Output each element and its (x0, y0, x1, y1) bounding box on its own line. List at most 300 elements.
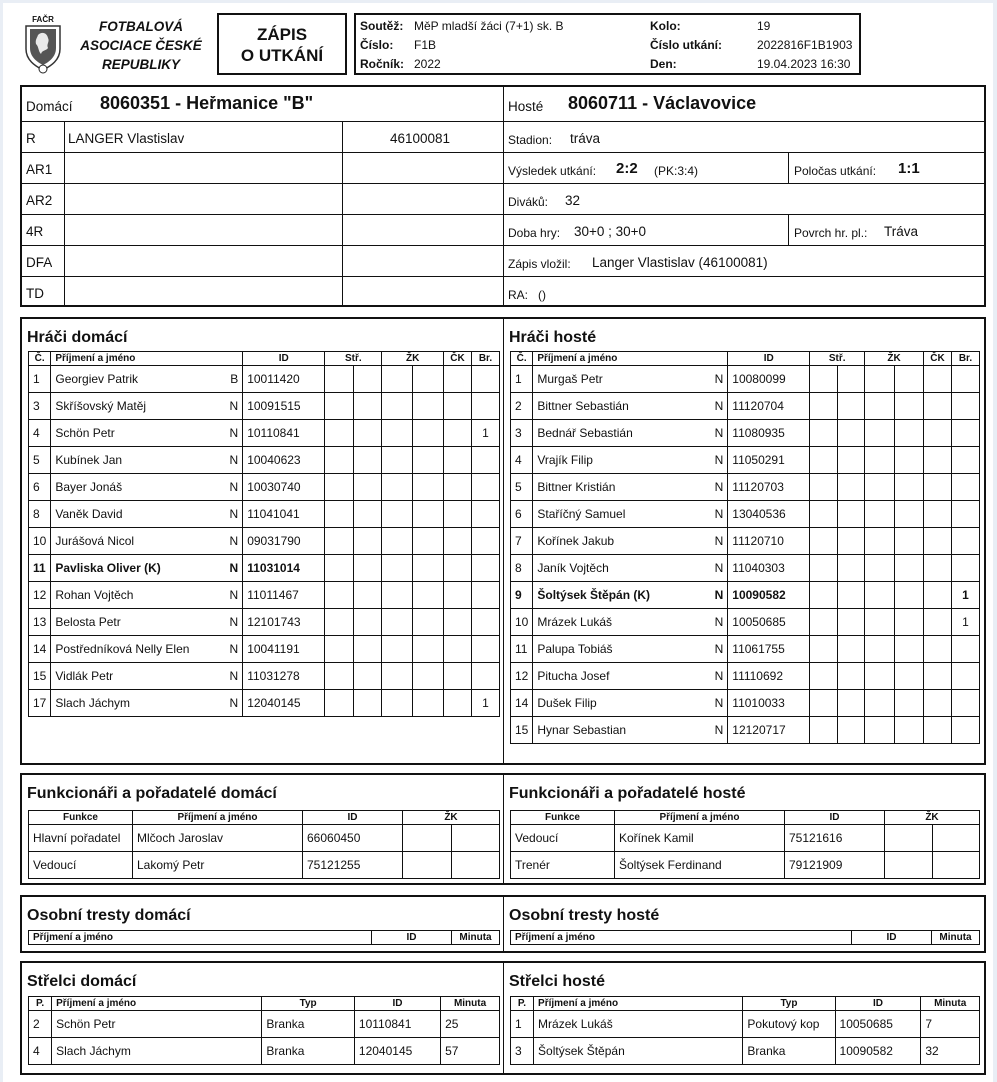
table-row (511, 528, 980, 555)
empty-cell (353, 555, 382, 582)
scorer-period: 3 (511, 1038, 534, 1065)
function-role: Vedoucí (29, 852, 133, 879)
empty-cell (894, 528, 924, 555)
empty-cell (451, 852, 500, 879)
scorers-away-title: Střelci hosté (509, 973, 606, 990)
player-code: N (226, 609, 243, 636)
table-row (511, 474, 980, 501)
player-id: 12101743 (243, 609, 325, 636)
player-id: 11120703 (728, 474, 810, 501)
empty-cell (353, 528, 382, 555)
player-name: Bayer Jonáš (51, 474, 226, 501)
official-role: 4R (26, 224, 44, 239)
scorer-period: 2 (29, 1011, 52, 1038)
title-line-2: O UTKÁNÍ (240, 46, 324, 65)
col-header-yellow-card: ŽK (403, 811, 500, 825)
result-label: Výsledek utkání: (508, 164, 597, 178)
table-row (29, 1038, 500, 1065)
player-code: N (711, 501, 728, 528)
table-row (29, 825, 500, 852)
title-line-1: ZÁPIS (256, 25, 308, 44)
empty-cell (382, 393, 413, 420)
player-code: N (226, 447, 243, 474)
empty-cell (924, 555, 952, 582)
halftime-label: Poločas utkání: (794, 164, 877, 178)
table-row (29, 852, 500, 879)
table-row (511, 501, 980, 528)
empty-cell (413, 474, 444, 501)
player-id: 11031014 (243, 555, 325, 582)
empty-cell (444, 690, 472, 717)
scorer-id: 12040145 (354, 1038, 440, 1065)
facr-logo (21, 13, 65, 75)
empty-cell (837, 528, 864, 555)
scorer-type: Branka (743, 1038, 835, 1065)
empty-cell (382, 663, 413, 690)
empty-cell (865, 366, 894, 393)
player-id: 10040623 (243, 447, 325, 474)
empty-cell (444, 609, 472, 636)
player-number: 1 (29, 366, 51, 393)
empty-cell (837, 555, 864, 582)
scorers-home-title: Střelci domácí (27, 973, 137, 990)
player-id: 10041191 (243, 636, 325, 663)
player-number: 5 (511, 474, 533, 501)
empty-cell (444, 393, 472, 420)
empty-cell (413, 501, 444, 528)
scorer-period: 4 (29, 1038, 52, 1065)
player-name: Kořínek Jakub (533, 528, 711, 555)
scorer-id: 10050685 (835, 1011, 921, 1038)
player-id: 11031278 (243, 663, 325, 690)
player-name: Šoltýsek Štěpán (K) (533, 582, 711, 609)
penalties-home-title: Osobní tresty domácí (27, 907, 191, 924)
col-header-function: Funkce (511, 811, 615, 825)
player-number: 7 (511, 528, 533, 555)
table-row (29, 447, 500, 474)
player-number: 11 (511, 636, 533, 663)
empty-cell (353, 690, 382, 717)
empty-cell (932, 852, 980, 879)
penalties-section (20, 895, 986, 953)
table-row (29, 366, 500, 393)
empty-cell (924, 447, 952, 474)
empty-cell (353, 447, 382, 474)
association-line-1: FOTBALOVÁ (99, 19, 183, 34)
empty-cell (924, 393, 952, 420)
empty-cell (894, 663, 924, 690)
player-name: Pitucha Josef (533, 663, 711, 690)
player-name: Murgaš Petr (533, 366, 711, 393)
empty-cell (837, 393, 864, 420)
player-goals (952, 717, 980, 744)
empty-cell (403, 852, 452, 879)
scorers-section (20, 961, 986, 1075)
player-goals (952, 555, 980, 582)
empty-cell (924, 420, 952, 447)
col-header-type: Typ (262, 997, 355, 1011)
empty-cell (325, 501, 354, 528)
empty-cell (865, 474, 894, 501)
player-code: N (711, 420, 728, 447)
entered-by-label: Zápis vložil: (508, 257, 571, 271)
svg-text:FAČR: FAČR (32, 15, 54, 24)
scorer-name: Schön Petr (52, 1011, 262, 1038)
empty-cell (444, 555, 472, 582)
player-name: Bittner Sebastián (533, 393, 711, 420)
empty-cell (837, 420, 864, 447)
col-header-minute: Minuta (921, 997, 980, 1011)
empty-cell (810, 474, 837, 501)
player-name: Vaněk David (51, 501, 226, 528)
empty-cell (451, 825, 500, 852)
scorer-type: Pokutový kop (743, 1011, 835, 1038)
empty-cell (894, 501, 924, 528)
table-row (29, 636, 500, 663)
player-code: N (711, 528, 728, 555)
player-goals (952, 690, 980, 717)
player-code: N (226, 582, 243, 609)
away-team-label: Hosté (508, 99, 544, 114)
player-goals (472, 474, 500, 501)
match-meta-box (354, 13, 861, 75)
competition-label: Soutěž: (360, 19, 404, 33)
player-id: 13040536 (728, 501, 810, 528)
player-id: 10080099 (728, 366, 810, 393)
player-id: 11120710 (728, 528, 810, 555)
col-header-name: Příjmení a jméno (51, 352, 243, 366)
empty-cell (924, 636, 952, 663)
surface-label: Povrch hr. pl.: (794, 226, 868, 240)
empty-cell (894, 609, 924, 636)
penalty-shootout-value: (PK:3:4) (654, 164, 699, 178)
col-header-shots: Stř. (810, 352, 865, 366)
official-role: TD (26, 286, 44, 301)
col-header-id: ID (243, 352, 325, 366)
player-name: Postředníková Nelly Elen (51, 636, 226, 663)
empty-cell (865, 582, 894, 609)
player-number: 14 (29, 636, 51, 663)
col-header-id: ID (303, 811, 403, 825)
player-goals (952, 528, 980, 555)
player-code: N (711, 366, 728, 393)
empty-cell (924, 663, 952, 690)
player-number: 3 (29, 393, 51, 420)
empty-cell (885, 852, 933, 879)
penalties-home-table (28, 930, 500, 945)
empty-cell (413, 609, 444, 636)
table-row (29, 393, 500, 420)
table-row (29, 528, 500, 555)
function-name: Mlčoch Jaroslav (133, 825, 303, 852)
empty-cell (353, 501, 382, 528)
col-header-period: P. (511, 997, 534, 1011)
empty-cell (894, 393, 924, 420)
scorer-id: 10090582 (835, 1038, 921, 1065)
player-goals (952, 420, 980, 447)
players-home-table (28, 351, 500, 717)
col-header-red-card: ČK (444, 352, 472, 366)
player-number: 10 (511, 609, 533, 636)
empty-cell (924, 366, 952, 393)
functionaries-away-title: Funkcionáři a pořadatelé hosté (509, 785, 746, 802)
col-header-goals: Br. (472, 352, 500, 366)
scorer-type: Branka (262, 1011, 355, 1038)
player-number: 4 (29, 420, 51, 447)
table-row (511, 609, 980, 636)
empty-cell (885, 825, 933, 852)
player-goals (952, 447, 980, 474)
col-header-minute: Minuta (932, 931, 980, 945)
col-header-number: Č. (511, 352, 533, 366)
empty-cell (413, 582, 444, 609)
player-goals: 1 (952, 582, 980, 609)
empty-cell (325, 420, 354, 447)
player-code: N (711, 474, 728, 501)
empty-cell (865, 636, 894, 663)
table-row (511, 636, 980, 663)
empty-cell (325, 663, 354, 690)
empty-cell (810, 501, 837, 528)
empty-cell (382, 582, 413, 609)
table-row (511, 690, 980, 717)
empty-cell (382, 690, 413, 717)
empty-cell (413, 690, 444, 717)
match-number-value: 2022816F1B1903 (757, 38, 853, 52)
empty-cell (382, 528, 413, 555)
empty-cell (325, 474, 354, 501)
empty-cell (353, 636, 382, 663)
empty-cell (353, 393, 382, 420)
association-line-2: ASOCIACE ČESKÉ (80, 38, 202, 53)
empty-cell (837, 717, 864, 744)
empty-cell (810, 420, 837, 447)
empty-cell (837, 663, 864, 690)
player-goals (472, 582, 500, 609)
player-number: 2 (511, 393, 533, 420)
empty-cell (382, 609, 413, 636)
functionaries-home-table (28, 810, 500, 879)
function-id: 75121255 (303, 852, 403, 879)
player-number: 6 (29, 474, 51, 501)
player-id: 12120717 (728, 717, 810, 744)
empty-cell (810, 582, 837, 609)
player-name: Georgiev Patrik (51, 366, 226, 393)
table-row (29, 663, 500, 690)
empty-cell (894, 717, 924, 744)
empty-cell (894, 447, 924, 474)
empty-cell (894, 690, 924, 717)
player-name: Skříšovský Matěj (51, 393, 226, 420)
player-id: 11041041 (243, 501, 325, 528)
empty-cell (810, 609, 837, 636)
players-section (20, 317, 986, 765)
player-id: 10110841 (243, 420, 325, 447)
player-id: 10091515 (243, 393, 325, 420)
spectators-value: 32 (565, 193, 581, 208)
ra-label: RA: (508, 288, 529, 302)
player-code: N (711, 636, 728, 663)
empty-cell (382, 555, 413, 582)
match-number-label: Číslo utkání: (650, 38, 723, 52)
empty-cell (444, 447, 472, 474)
document-title (217, 13, 347, 75)
empty-cell (924, 717, 952, 744)
player-goals (952, 393, 980, 420)
empty-cell (325, 393, 354, 420)
association-line-3: REPUBLIKY (101, 57, 180, 72)
official-id: 46100081 (390, 131, 451, 146)
player-id: 12040145 (243, 690, 325, 717)
empty-cell (924, 501, 952, 528)
player-number: 9 (511, 582, 533, 609)
table-row (511, 582, 980, 609)
empty-cell (837, 447, 864, 474)
empty-cell (837, 690, 864, 717)
scorer-name: Slach Jáchym (52, 1038, 262, 1065)
player-name: Rohan Vojtěch (51, 582, 226, 609)
match-info-box (20, 85, 986, 307)
empty-cell (325, 528, 354, 555)
player-id: 11050291 (728, 447, 810, 474)
player-number: 17 (29, 690, 51, 717)
player-name: Vidlák Petr (51, 663, 226, 690)
empty-cell (382, 501, 413, 528)
player-number: 12 (511, 663, 533, 690)
player-id: 11040303 (728, 555, 810, 582)
player-name: Janík Vojtěch (533, 555, 711, 582)
table-row (29, 501, 500, 528)
empty-cell (382, 366, 413, 393)
functionaries-away-table (510, 810, 980, 879)
col-header-red-card: ČK (924, 352, 952, 366)
empty-cell (837, 609, 864, 636)
scorer-period: 1 (511, 1011, 534, 1038)
player-goals (472, 447, 500, 474)
empty-cell (382, 474, 413, 501)
scorer-minute: 7 (921, 1011, 980, 1038)
empty-cell (353, 582, 382, 609)
player-name: Bednář Sebastián (533, 420, 711, 447)
player-goals (472, 663, 500, 690)
col-header-name: Příjmení a jméno (133, 811, 303, 825)
home-team-name: 8060351 - Heřmanice "B" (100, 96, 314, 111)
function-role: Hlavní pořadatel (29, 825, 133, 852)
empty-cell (413, 393, 444, 420)
player-id: 09031790 (243, 528, 325, 555)
player-number: 14 (511, 690, 533, 717)
play-time-label: Doba hry: (508, 226, 561, 240)
player-code: N (711, 609, 728, 636)
empty-cell (810, 366, 837, 393)
table-row (511, 447, 980, 474)
player-code: N (226, 420, 243, 447)
player-goals (472, 555, 500, 582)
empty-cell (325, 447, 354, 474)
empty-cell (865, 555, 894, 582)
player-code: N (711, 555, 728, 582)
round-value: 19 (757, 19, 771, 33)
player-id: 11080935 (728, 420, 810, 447)
col-header-name: Příjmení a jméno (52, 997, 262, 1011)
spectators-label: Diváků: (508, 195, 549, 209)
empty-cell (810, 555, 837, 582)
official-role: AR1 (26, 162, 53, 177)
official-role: AR2 (26, 193, 53, 208)
col-header-id: ID (835, 997, 921, 1011)
player-code: N (711, 690, 728, 717)
player-name: Slach Jáchym (51, 690, 226, 717)
empty-cell (325, 690, 354, 717)
empty-cell (444, 474, 472, 501)
player-number: 4 (511, 447, 533, 474)
scorer-id: 10110841 (354, 1011, 440, 1038)
player-number: 5 (29, 447, 51, 474)
empty-cell (810, 393, 837, 420)
association-name (71, 17, 211, 74)
empty-cell (810, 528, 837, 555)
season-label: Ročník: (360, 57, 405, 71)
col-header-id: ID (354, 997, 440, 1011)
player-goals: 1 (472, 690, 500, 717)
player-id: 11110692 (728, 663, 810, 690)
stadium-label: Stadion: (508, 133, 553, 147)
empty-cell (837, 501, 864, 528)
functionaries-section (20, 773, 986, 885)
col-header-name: Příjmení a jméno (29, 931, 372, 945)
player-code: N (226, 690, 243, 717)
table-row (511, 555, 980, 582)
player-code: N (226, 393, 243, 420)
col-header-type: Typ (743, 997, 835, 1011)
player-name: Staříčný Samuel (533, 501, 711, 528)
empty-cell (353, 609, 382, 636)
player-goals (472, 366, 500, 393)
empty-cell (444, 636, 472, 663)
competition-value: MěP mladší žáci (7+1) sk. B (414, 19, 564, 33)
empty-cell (413, 366, 444, 393)
function-role: Vedoucí (511, 825, 615, 852)
round-label: Kolo: (650, 19, 681, 33)
table-row (29, 1011, 500, 1038)
empty-cell (413, 447, 444, 474)
scorer-minute: 25 (441, 1011, 500, 1038)
empty-cell (403, 825, 452, 852)
player-name: Palupa Tobiáš (533, 636, 711, 663)
player-goals (952, 501, 980, 528)
player-code: N (711, 393, 728, 420)
player-goals: 1 (472, 420, 500, 447)
empty-cell (413, 663, 444, 690)
surface-value: Tráva (884, 224, 919, 239)
table-row (511, 1038, 980, 1065)
empty-cell (894, 555, 924, 582)
col-header-yellow-card: ŽK (885, 811, 980, 825)
date-label: Den: (650, 57, 677, 71)
player-code: N (711, 447, 728, 474)
empty-cell (810, 663, 837, 690)
table-row (29, 690, 500, 717)
players-home-title: Hráči domácí (27, 329, 128, 346)
empty-cell (444, 420, 472, 447)
entered-by-value: Langer Vlastislav (46100081) (592, 255, 768, 270)
empty-cell (810, 717, 837, 744)
player-number: 3 (511, 420, 533, 447)
table-row (29, 555, 500, 582)
function-id: 66060450 (303, 825, 403, 852)
empty-cell (924, 528, 952, 555)
empty-cell (837, 474, 864, 501)
